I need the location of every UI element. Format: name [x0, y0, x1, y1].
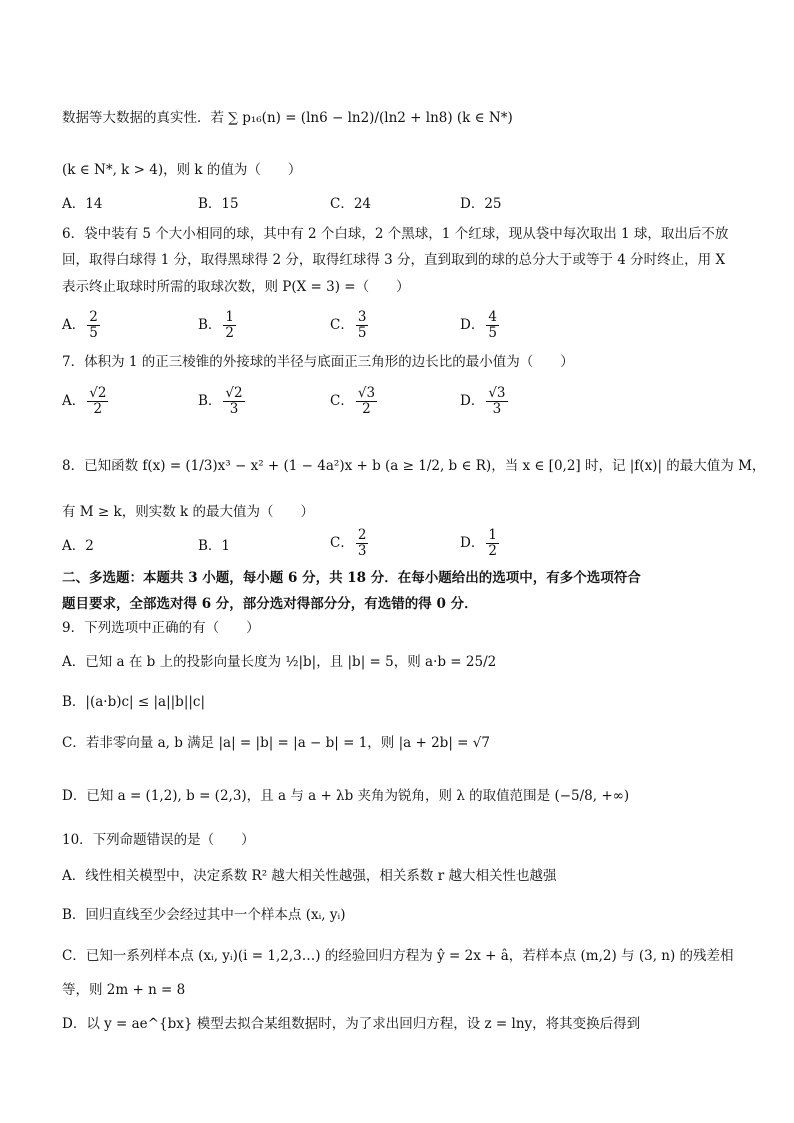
- q8-option-a: A．2: [62, 538, 94, 554]
- q5-option-a: A．14: [62, 196, 103, 212]
- q10-option-b: B．回归直线至少会经过其中一个样本点 (xᵢ, yᵢ): [62, 907, 346, 923]
- q6-option-b: B． $\frac{1}{2}$: [198, 309, 235, 341]
- q10-option-a: A．线性相关模型中，决定系数 R² 越大相关性越强，相关系数 r 越大相关性也越强: [62, 868, 557, 884]
- q7-option-c: C． $\frac{√3}{2}$: [330, 385, 376, 417]
- q7-option-b: B． $\frac{√2}{3}$: [198, 385, 243, 417]
- q9-option-d: D．已知 a = (1,2), b = (2,3)，且 a 与 a + λb 夹角为锐角，则 λ 的取值范围是 (−5/8, +∞): [62, 788, 630, 804]
- q8-option-c: C． $\frac{2}{3}$: [330, 527, 367, 559]
- q6-line1: 6．袋中装有 5 个大小相同的球，其中有 2 个白球，2 个黑球，1 个红球，现从袋中每次取出 1 球，取出后不放: [62, 226, 729, 242]
- q5-option-d: D．25: [460, 196, 502, 212]
- q9-option-b: B．|(a·b)c| ≤ |a||b||c|: [62, 694, 206, 710]
- q9-stem: 9．下列选项中正确的有（ ）: [62, 620, 260, 636]
- q8-line2: 有 M ≥ k，则实数 k 的最大值为（ ）: [62, 504, 314, 520]
- section2-heading-line2: 题目要求，全部选对得 6 分，部分选对得部分分，有选错的得 0 分．: [62, 596, 478, 612]
- q5-line2: (k ∈ N*, k > 4)，则 k 的值为（ ）: [62, 162, 302, 178]
- q6-line3: 表示终止取球时所需的取球次数，则 P(X = 3) =（ ）: [62, 279, 410, 295]
- q7-option-d: D． $\frac{√3}{3}$: [460, 385, 506, 417]
- section2-heading-line1: 二、多选题：本题共 3 小题，每小题 6 分，共 18 分．在每小题给出的选项中，有多个选项符合: [62, 570, 641, 586]
- q6-option-a: A． $\frac{2}{5}$: [62, 309, 98, 341]
- q6-line2: 回，取得白球得 1 分，取得黑球得 2 分，取得红球得 3 分，直到取到的球的总分大于或等于 4 分时终止，用 X: [62, 252, 726, 268]
- q6-option-c: C． $\frac{3}{5}$: [330, 309, 367, 341]
- q10-stem: 10．下列命题错误的是（ ）: [62, 832, 255, 848]
- q10-option-d: D．以 y = ae^{bx} 模型去拟合某组数据时，为了求出回归方程，设 z = lny，将其变换后得到: [62, 1016, 641, 1032]
- q5-line1: 数据等大数据的真实性．若 ∑ p₁₆(n) = (ln6 − ln2)/(ln2 + ln8) (k ∈ N*): [62, 110, 513, 126]
- q8-line1: 8．已知函数 f(x) = (1/3)x³ − x² + (1 − 4a²)x + b (a ≥ 1/2, b ∈ R)，当 x ∈ [0,2] 时，记 |f(x)| 的最大值为 M，: [62, 458, 766, 474]
- q5-option-b: B．15: [198, 196, 239, 212]
- q9-option-c: C．若非零向量 a, b 满足 |a| = |b| = |a − b| = 1，则 |a + 2b| = √7: [62, 735, 490, 751]
- q7-line1: 7．体积为 1 的正三棱锥的外接球的半径与底面正三角形的边长比的最小值为（ ）: [62, 354, 574, 370]
- q7-option-a: A． $\frac{√2}{2}$: [62, 385, 107, 417]
- q6-option-d: D． $\frac{4}{5}$: [460, 309, 497, 341]
- q10-option-c-line2: 等，则 2m + n = 8: [62, 982, 186, 998]
- q8-option-d: D． $\frac{1}{2}$: [460, 527, 497, 559]
- q8-option-b: B．1: [198, 538, 231, 554]
- q10-option-c-line1: C．已知一系列样本点 (xᵢ, yᵢ)(i = 1,2,3…) 的经验回归方程为 ŷ = 2x + â，若样本点 (m,2) 与 (3, n) 的残差相: [62, 948, 734, 964]
- q9-option-a: A．已知 a 在 b 上的投影向量长度为 ½|b|，且 |b| = 5，则 a·b = 25/2: [62, 654, 497, 670]
- q5-option-c: C．24: [330, 196, 372, 212]
